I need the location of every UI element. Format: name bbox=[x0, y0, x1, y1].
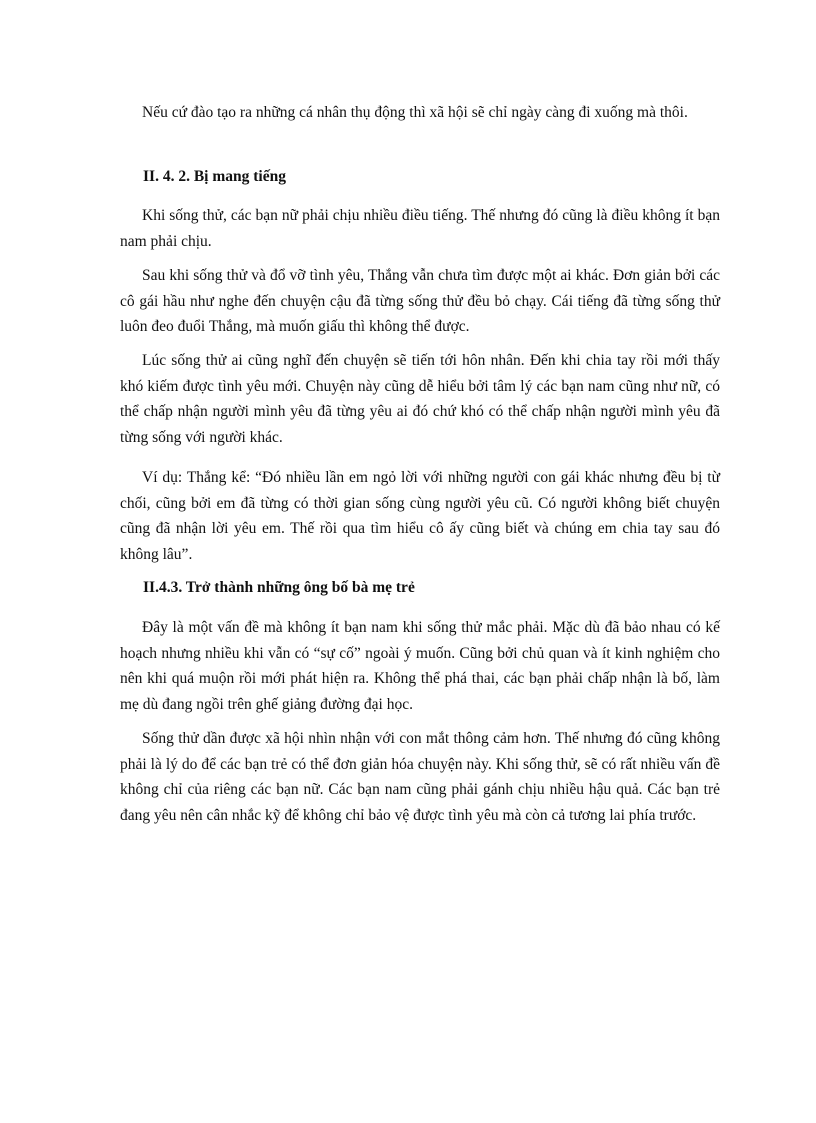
body-paragraph: Sống thử dần được xã hội nhìn nhận với con mắt thông cảm hơn. Thế nhưng đó cũng không phải là lý do để các bạn trẻ có thể đơn giản hóa chuyện này. Khi sống thử, sẽ có rất nhiều vấn đề không chỉ của riêng các bạn nữ. Các bạn nam cũng phải gánh chịu nhiều hậu quả. Các bạn trẻ đang yêu nên cân nhắc kỹ để không chỉ bảo vệ được tình yêu mà còn cả tương lai phía trước. bbox=[120, 730, 720, 824]
body-paragraph: Đây là một vấn đề mà không ít bạn nam khi sống thử mắc phải. Mặc dù đã bảo nhau có kế hoạch nhưng nhiều khi vẫn có “sự cố” ngoài ý muốn. Cũng bởi chủ quan và ít kinh nghiệm cho nên khi quá muộn rồi mới phát hiện ra. Không thể phá thai, các bạn phải chấp nhận là bố, làm mẹ dù đang ngồi trên ghế giảng đường đại học. bbox=[120, 619, 720, 713]
body-paragraph: Nếu cứ đào tạo ra những cá nhân thụ động thì xã hội sẽ chỉ ngày càng đi xuống mà thôi. bbox=[142, 104, 688, 121]
body-paragraph: Sau khi sống thử và đổ vỡ tình yêu, Thắng vẫn chưa tìm được một ai khác. Đơn giản bởi các cô gái hầu như nghe đến chuyện cậu đã từng sống thử đều bỏ chạy. Cái tiếng đã từng sống thử luôn đeo đuổi Thắng, mà muốn giấu thì không thể được. bbox=[120, 267, 720, 335]
body-paragraph: Lúc sống thử ai cũng nghĩ đến chuyện sẽ tiến tới hôn nhân. Đến khi chia tay rồi mới thấy khó kiếm được tình yêu mới. Chuyện này cũng dễ hiểu bởi tâm lý các bạn nam cũng như nữ, có thể chấp nhận người mình yêu đã từng yêu ai đó chứ khó có thể chấp nhận người mình yêu đã từng sống với người khác. bbox=[120, 352, 720, 446]
body-paragraph: Khi sống thử, các bạn nữ phải chịu nhiều điều tiếng. Thế nhưng đó cũng là điều không ít bạn nam phải chịu. bbox=[120, 207, 720, 250]
section-heading: II. 4. 2. Bị mang tiếng bbox=[143, 168, 286, 185]
section-heading: II.4.3. Trở thành những ông bố bà mẹ trẻ bbox=[143, 579, 415, 596]
example-paragraph: Ví dụ: Thắng kể: “Đó nhiều lần em ngỏ lời với những người con gái khác nhưng đều bị từ chối, cũng bởi em đã từng có thời gian sống cùng người yêu cũ. Có người không biết chuyện cũng đã nhận lời yêu em. Thế rồi qua tìm hiểu cô ấy cũng biết và chúng em chia tay sau đó không lâu”. bbox=[120, 469, 720, 563]
